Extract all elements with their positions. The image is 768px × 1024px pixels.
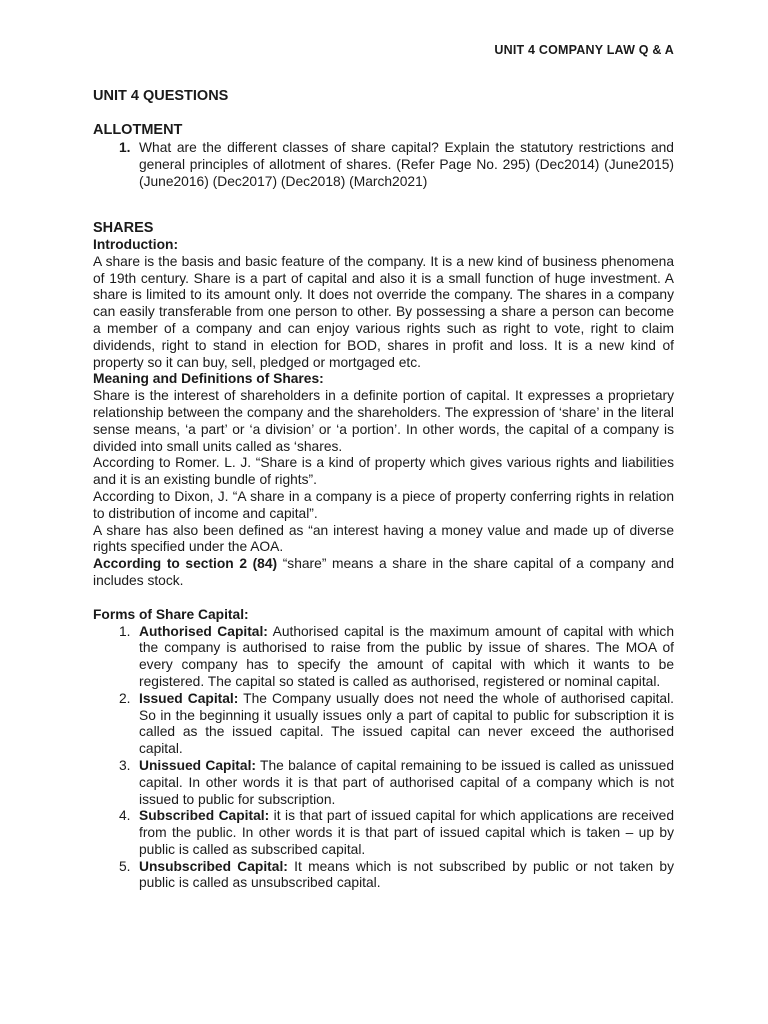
running-header: UNIT 4 COMPANY LAW Q & A [494, 43, 674, 57]
form-number: 5. [119, 858, 131, 874]
question-item [93, 139, 674, 190]
page-title: UNIT 4 QUESTIONS [93, 88, 229, 104]
forms-list [93, 624, 674, 893]
form-number: 4. [119, 808, 131, 824]
form-text: The balance of capital remaining to be issued is called as unissued capital. In other words it is that part of authorised capital of a company which is not issued to public for subscription. [139, 757, 674, 807]
form-term: Unissued Capital: [139, 757, 256, 773]
form-number: 3. [119, 757, 131, 773]
form-text: Authorised capital is the maximum amount of capital with which the company is authorised to raise from the public by issue of shares. The MOA of every company has to specify the amount of capital with which it wants to be registered. The capital so stated is called as authorised, registered or nominal capital. [139, 623, 675, 689]
document-body [93, 87, 674, 892]
form-number: 1. [119, 623, 131, 639]
form-item-issued [93, 691, 674, 758]
form-term: Subscribed Capital: [139, 808, 270, 824]
allotment-heading: ALLOTMENT [93, 122, 183, 138]
form-term: Issued Capital: [139, 690, 239, 706]
section-definition [93, 556, 674, 590]
form-item-unissued [93, 758, 674, 808]
dixon-definition: According to Dixon, J. “A share in a company is a piece of property conferring rights in relation to distribution of income and capital”. [93, 488, 674, 521]
shares-heading: SHARES [93, 220, 154, 236]
section-reference: According to section 2 (84) [93, 556, 278, 572]
form-text: The Company usually does not need the whole of authorised capital. So in the beginning it usually issues only a part of capital to public for subscription it is called as the issued capital. The issued capital can never exceed the authorised capital. [139, 690, 674, 757]
introduction-heading: Introduction: [93, 237, 179, 252]
question-list [93, 139, 674, 190]
section-text: “share” means a share in the share capital of a company and includes stock. [93, 556, 674, 588]
introduction-paragraph: A share is the basis and basic feature of the company. It is a new kind of business phenomena of 19th century. Share is a part of capital and also it is a small function of huge investment. A share is limited to its amount only. It does not override the company. The shares in a company can easily transferable from one person to other. By possessing a share a person can become a member of a company and can enjoy various rights such as right to vote, right to claim dividends, right to stand in election for BOD, shares in profit and loss. It is a new kind of property so it can buy, sell, pledged or mortgaged etc. [93, 253, 674, 370]
form-text: it is that part of issued capital for which applications are received from the public. In other words it is that part of issued capital which is taken – up by public is called as subscribed capital. [139, 808, 675, 857]
form-number: 2. [119, 690, 131, 706]
meaning-heading: Meaning and Definitions of Shares: [93, 371, 324, 387]
interest-definition: A share has also been defined as “an interest having a money value and made up of diverse rights specified under the AOA. [93, 522, 674, 555]
forms-heading: Forms of Share Capital: [93, 606, 249, 622]
romer-definition: According to Romer. L. J. “Share is a kind of property which gives various rights and liabilities and it is an existing bundle of rights”. [93, 455, 674, 488]
form-term: Unsubscribed Capital: [139, 858, 288, 874]
meaning-paragraph: Share is the interest of shareholders in a definite portion of capital. It expresses a proprietary relationship between the company and the shareholders. The expression of ‘share’ in the literal sense means, ‘a part’ or ‘a division’ or ‘a portion’. In other words, the capital of a company is divided into small units called as ‘shares. [93, 388, 674, 454]
form-item-authorised [93, 624, 674, 691]
form-item-subscribed [93, 808, 674, 858]
question-number: 1. [119, 140, 131, 155]
form-text: It means which is not subscribed by public or not taken by public is called as unsubscribed capital. [139, 858, 674, 891]
question-text: What are the different classes of share capital? Explain the statutory restrictions and general principles of allotment of shares. (Refer Page No. 295) (Dec2014) (June2015) (June2016) (Dec2017) (Dec2018) (March2021) [139, 140, 674, 189]
form-item-unsubscribed [93, 859, 674, 893]
form-term: Authorised Capital: [139, 623, 268, 639]
